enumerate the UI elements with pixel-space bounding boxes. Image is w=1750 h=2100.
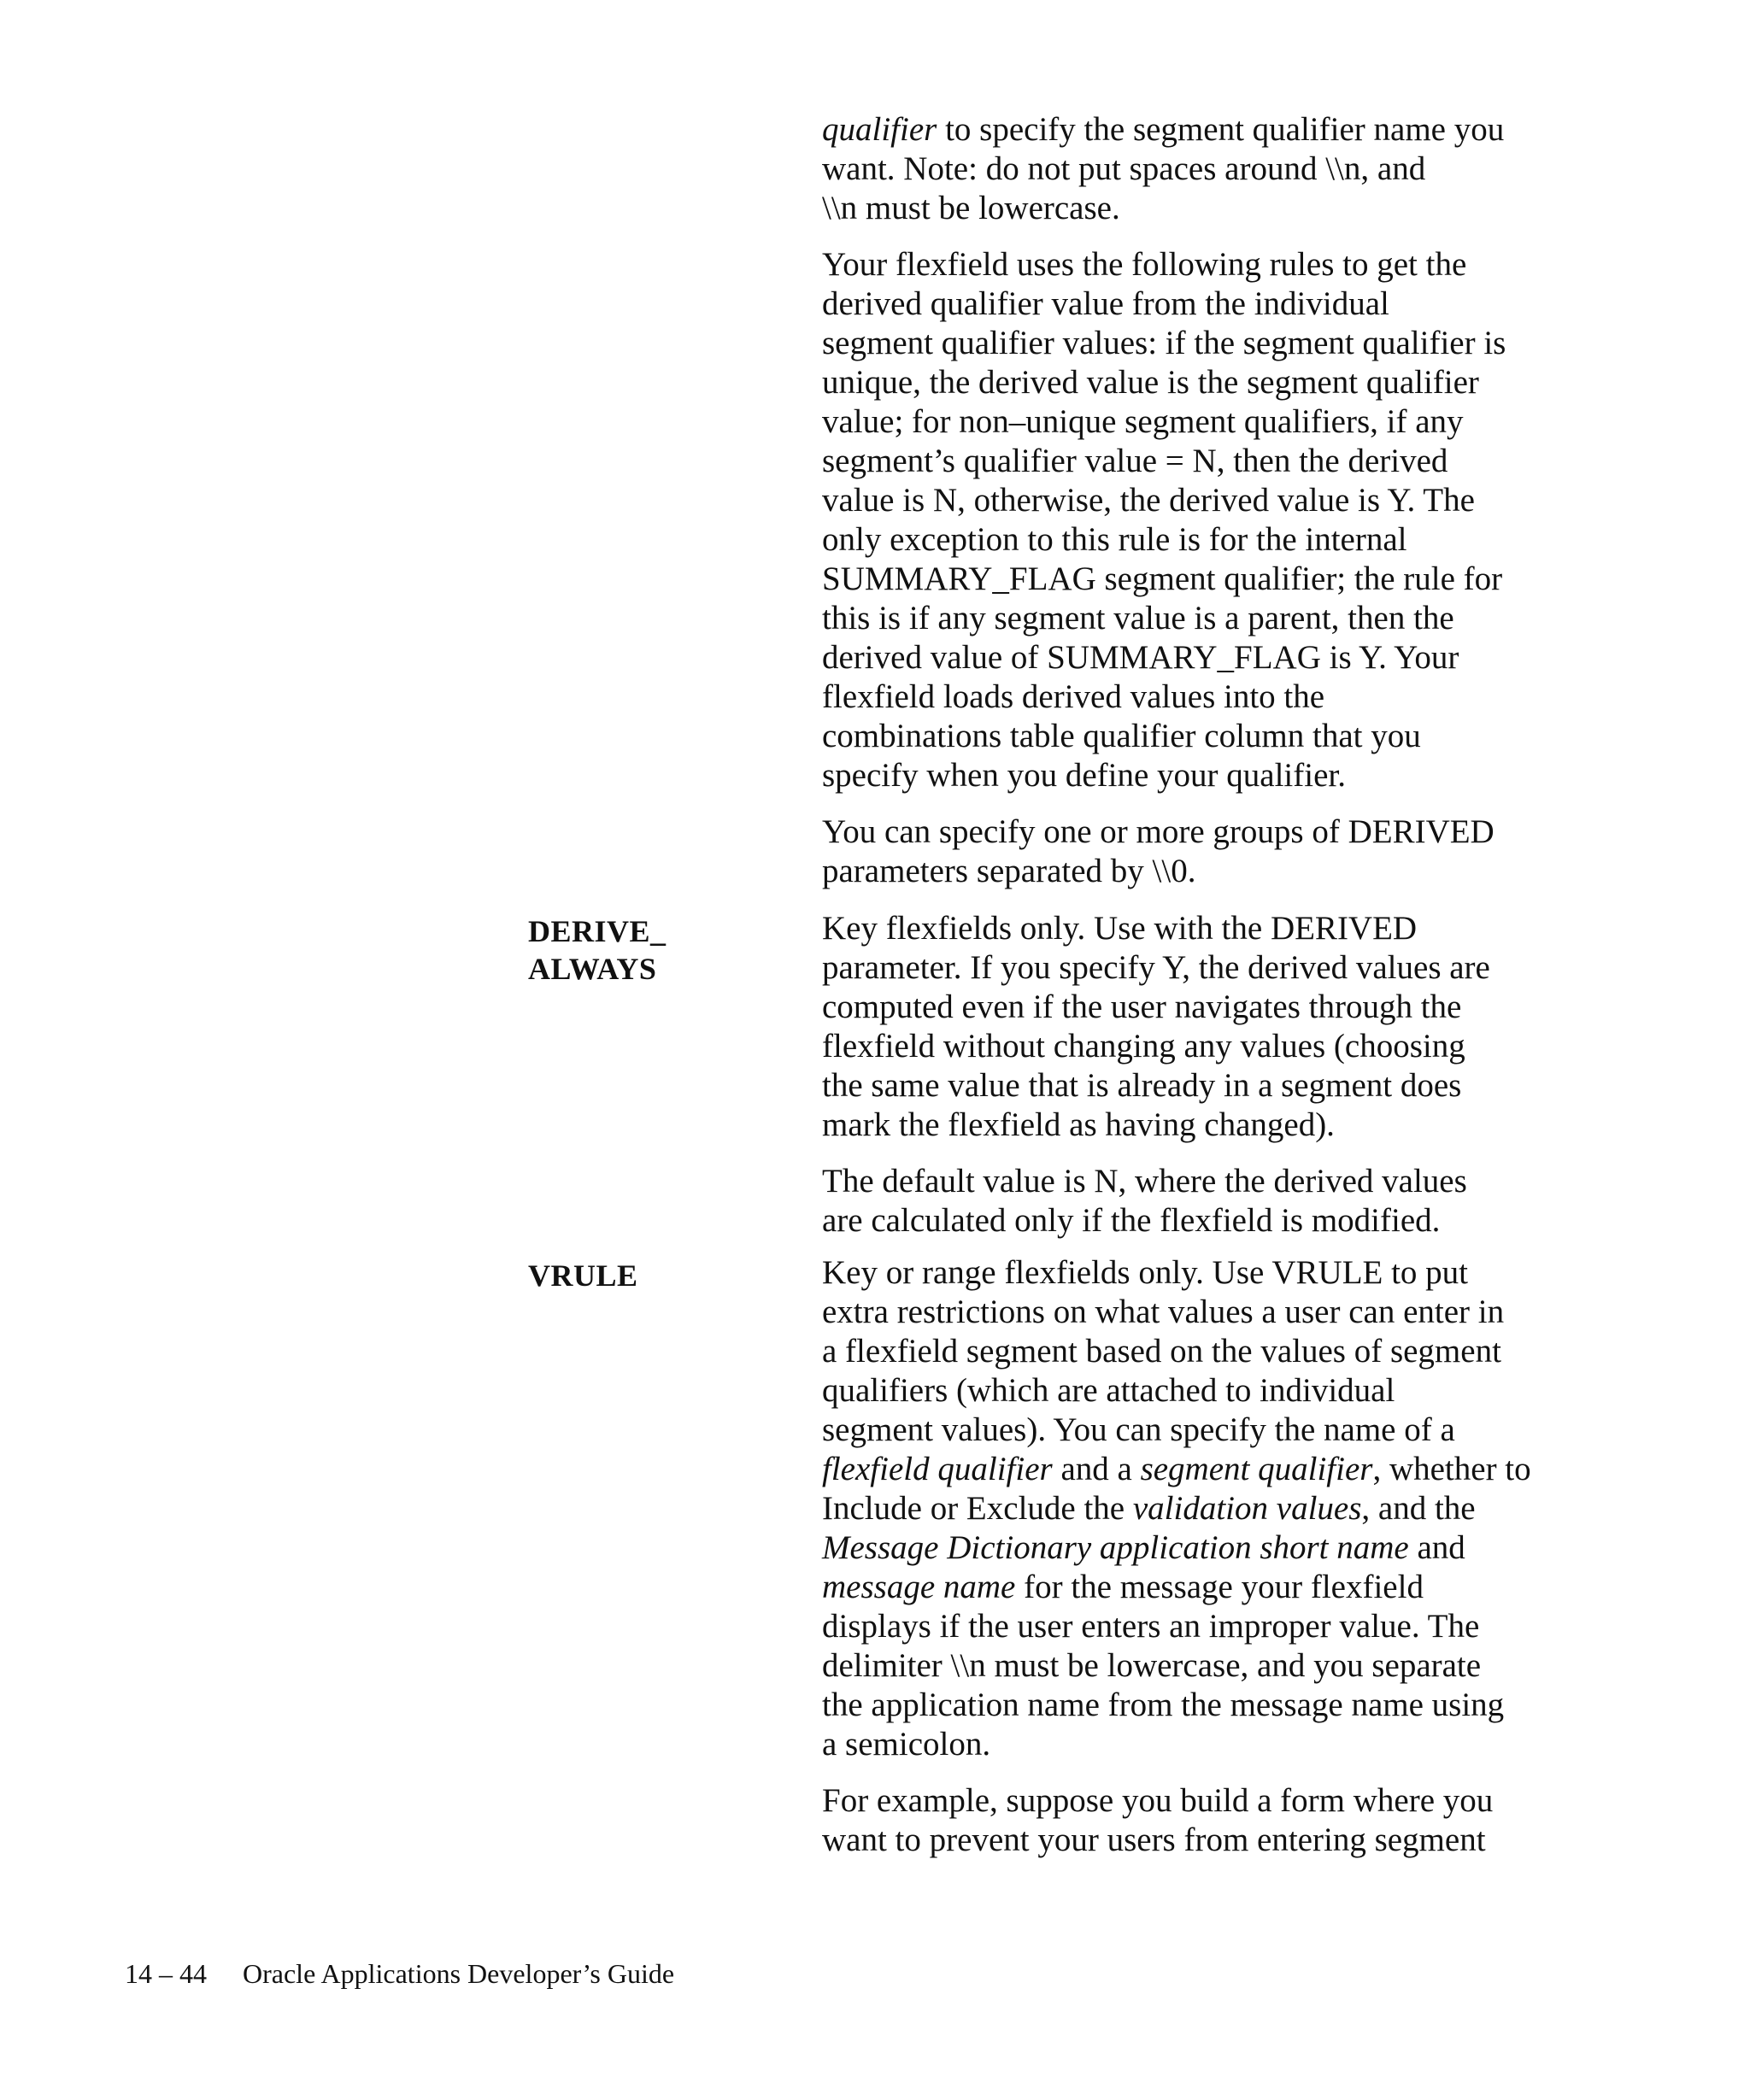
text-line: this is if any segment value is a parent, then the [822,600,1454,636]
text-line: a flexfield segment based on the values of segment [822,1333,1501,1370]
vrule-description [822,1253,1574,1877]
text-line [822,1450,1574,1489]
vrule-example-paragraph [822,1781,1574,1860]
emphasis-text: message name [822,1569,1016,1605]
text-run: for the message your flexfield [1015,1569,1424,1605]
term-line: DERIVE_ [528,914,667,948]
text-line: the same value that is already in a segment does [822,1067,1462,1104]
text-line: want to prevent your users from entering segment [822,1821,1486,1858]
text-line: displays if the user enters an improper value. The [822,1608,1480,1645]
text-line: a semicolon. [822,1726,991,1763]
derive-always-paragraph [822,909,1574,1145]
text-line: specify when you define your qualifier. [822,757,1346,794]
text-line: segment values). You can specify the name of a [822,1411,1455,1448]
text-line: segment’s qualifier value = N, then the derived [822,443,1448,479]
text-line: Your flexfield uses the following rules to get the [822,246,1467,283]
text-line: are calculated only if the flexfield is modified. [822,1202,1441,1239]
term-derive-always [528,912,802,988]
text-line: parameter. If you specify Y, the derived values are [822,949,1490,986]
qualifier-note-paragraph [822,110,1574,228]
text-line: derived qualifier value from the individual [822,285,1389,322]
text-line: segment qualifier values: if the segment qualifier is [822,325,1506,361]
text-run: , and the [1361,1490,1476,1527]
text-line: flexfield loads derived values into the [822,678,1325,715]
derived-groups-paragraph [822,812,1574,891]
term-vrule [528,1257,802,1294]
vrule-paragraph [822,1253,1574,1764]
text-line: mark the flexfield as having changed). [822,1106,1335,1143]
qualifier-continuation-text [822,110,1574,908]
page-footer [125,1958,674,1989]
text-line [822,1568,1574,1607]
derive-always-description [822,909,1574,1258]
text-line: You can specify one or more groups of DERIVED [822,813,1495,850]
text-line: unique, the derived value is the segment qualifier [822,364,1479,401]
emphasis-text: qualifier [822,111,937,148]
text-run: to specify the segment qualifier name you [937,111,1505,148]
book-title: Oracle Applications Developer’s Guide [243,1958,675,1989]
page-number: 14 – 44 [125,1958,207,1989]
text-line: parameters separated by \\0. [822,853,1196,889]
text-line: Key flexfields only. Use with the DERIVED [822,910,1418,947]
emphasis-text: segment qualifier [1140,1451,1373,1487]
text-line [822,110,1574,150]
emphasis-text: flexfield qualifier [822,1451,1053,1487]
text-run: and [1408,1529,1465,1566]
text-line: SUMMARY_FLAG segment qualifier; the rule for [822,560,1503,597]
text-line: want. Note: do not put spaces around \\n, and [822,150,1426,187]
text-line: Key or range flexfields only. Use VRULE to put [822,1254,1469,1291]
text-line: flexfield without changing any values (choosing [822,1028,1465,1065]
term-line: VRULE [528,1258,638,1293]
text-run: and a [1052,1451,1141,1487]
text-line: combinations table qualifier column that you [822,718,1421,754]
text-line: delimiter \\n must be lowercase, and you separate [822,1647,1482,1684]
text-line: derived value of SUMMARY_FLAG is Y. Your [822,639,1459,676]
text-line [822,1528,1574,1568]
text-line: value; for non–unique segment qualifiers, if any [822,403,1464,440]
emphasis-text: Message Dictionary application short name [822,1529,1409,1566]
derived-rules-paragraph [822,245,1574,795]
term-line: ALWAYS [528,952,657,986]
text-run: , whether to [1372,1451,1531,1487]
emphasis-text: validation values [1132,1490,1362,1527]
text-line: value is N, otherwise, the derived value is Y. The [822,482,1475,519]
text-line: For example, suppose you build a form where you [822,1782,1494,1819]
text-line [822,1489,1574,1528]
text-line: computed even if the user navigates through the [822,988,1462,1025]
text-run: Include or Exclude the [822,1490,1133,1527]
text-line: the application name from the message name using [822,1686,1505,1723]
text-line: \\n must be lowercase. [822,190,1120,226]
text-line: The default value is N, where the derived values [822,1163,1467,1200]
derive-always-default-paragraph [822,1162,1574,1241]
text-line: only exception to this rule is for the internal [822,521,1407,558]
text-line: qualifiers (which are attached to individual [822,1372,1395,1409]
text-line: extra restrictions on what values a user can enter in [822,1293,1505,1330]
